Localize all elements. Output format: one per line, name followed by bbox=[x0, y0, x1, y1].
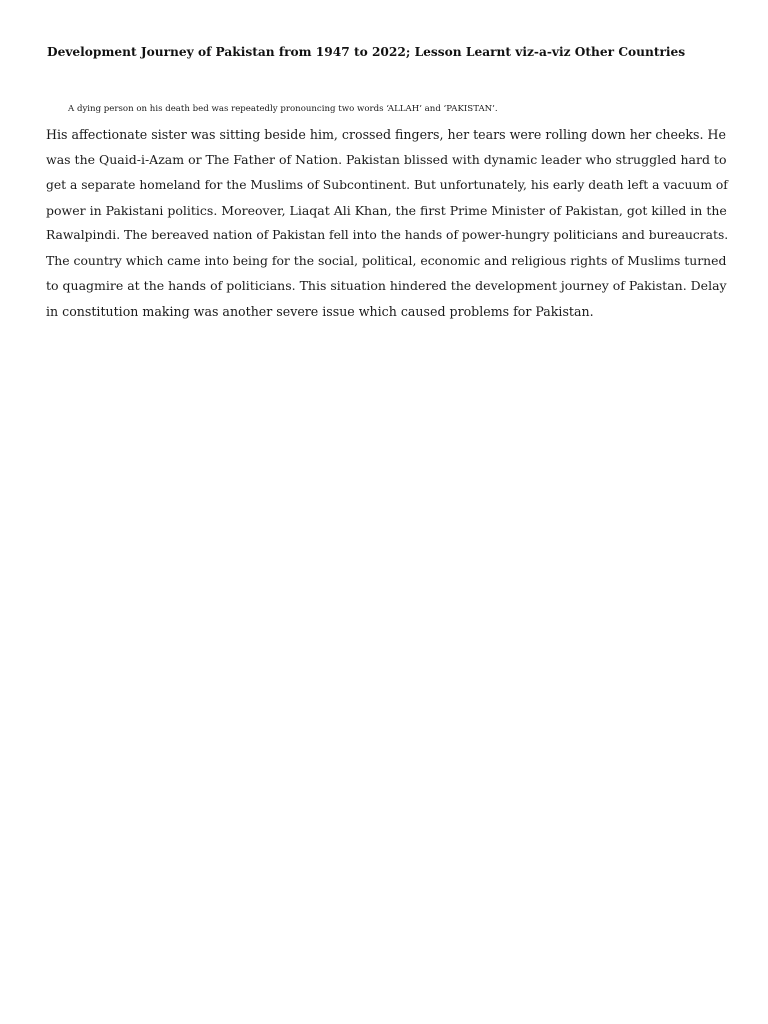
paragraph-line: The country which came into being for the social, political, economic and religious rights of Muslims turned bbox=[46, 253, 727, 269]
paragraph-line: Rawalpindi. The bereaved nation of Pakistan fell into the hands of power-hungry politicians and bureaucrats. bbox=[46, 228, 729, 243]
document-title: Development Journey of Pakistan from 1947 to 2022; Lesson Learnt viz-a-viz Other Countries bbox=[47, 45, 686, 59]
paragraph-line: was the Quaid-i-Azam or The Father of Nation. Pakistan blissed with dynamic leader who struggled hard to bbox=[46, 152, 727, 168]
paragraph-line: His affectionate sister was sitting beside him, crossed fingers, her tears were rolling down her cheeks. He bbox=[46, 127, 726, 143]
paragraph-line: A dying person on his death bed was repeatedly pronouncing two words ‘ALLAH’ and ‘PAKISTAN’. bbox=[68, 104, 498, 114]
paragraph-line: get a separate homeland for the Muslims of Subcontinent. But unfortunately, his early death left a vacuum of bbox=[46, 177, 728, 192]
paragraph-line: power in Pakistani politics. Moreover, Liaqat Ali Khan, the first Prime Minister of Pakistan, got killed in the bbox=[46, 202, 727, 218]
document-paragraph bbox=[46, 97, 731, 324]
paragraph-line: in constitution making was another severe issue which caused problems for Pakistan. bbox=[46, 303, 594, 319]
paragraph-line: to quagmire at the hands of politicians. This situation hindered the development journey of Pakistan. Delay bbox=[46, 278, 727, 294]
